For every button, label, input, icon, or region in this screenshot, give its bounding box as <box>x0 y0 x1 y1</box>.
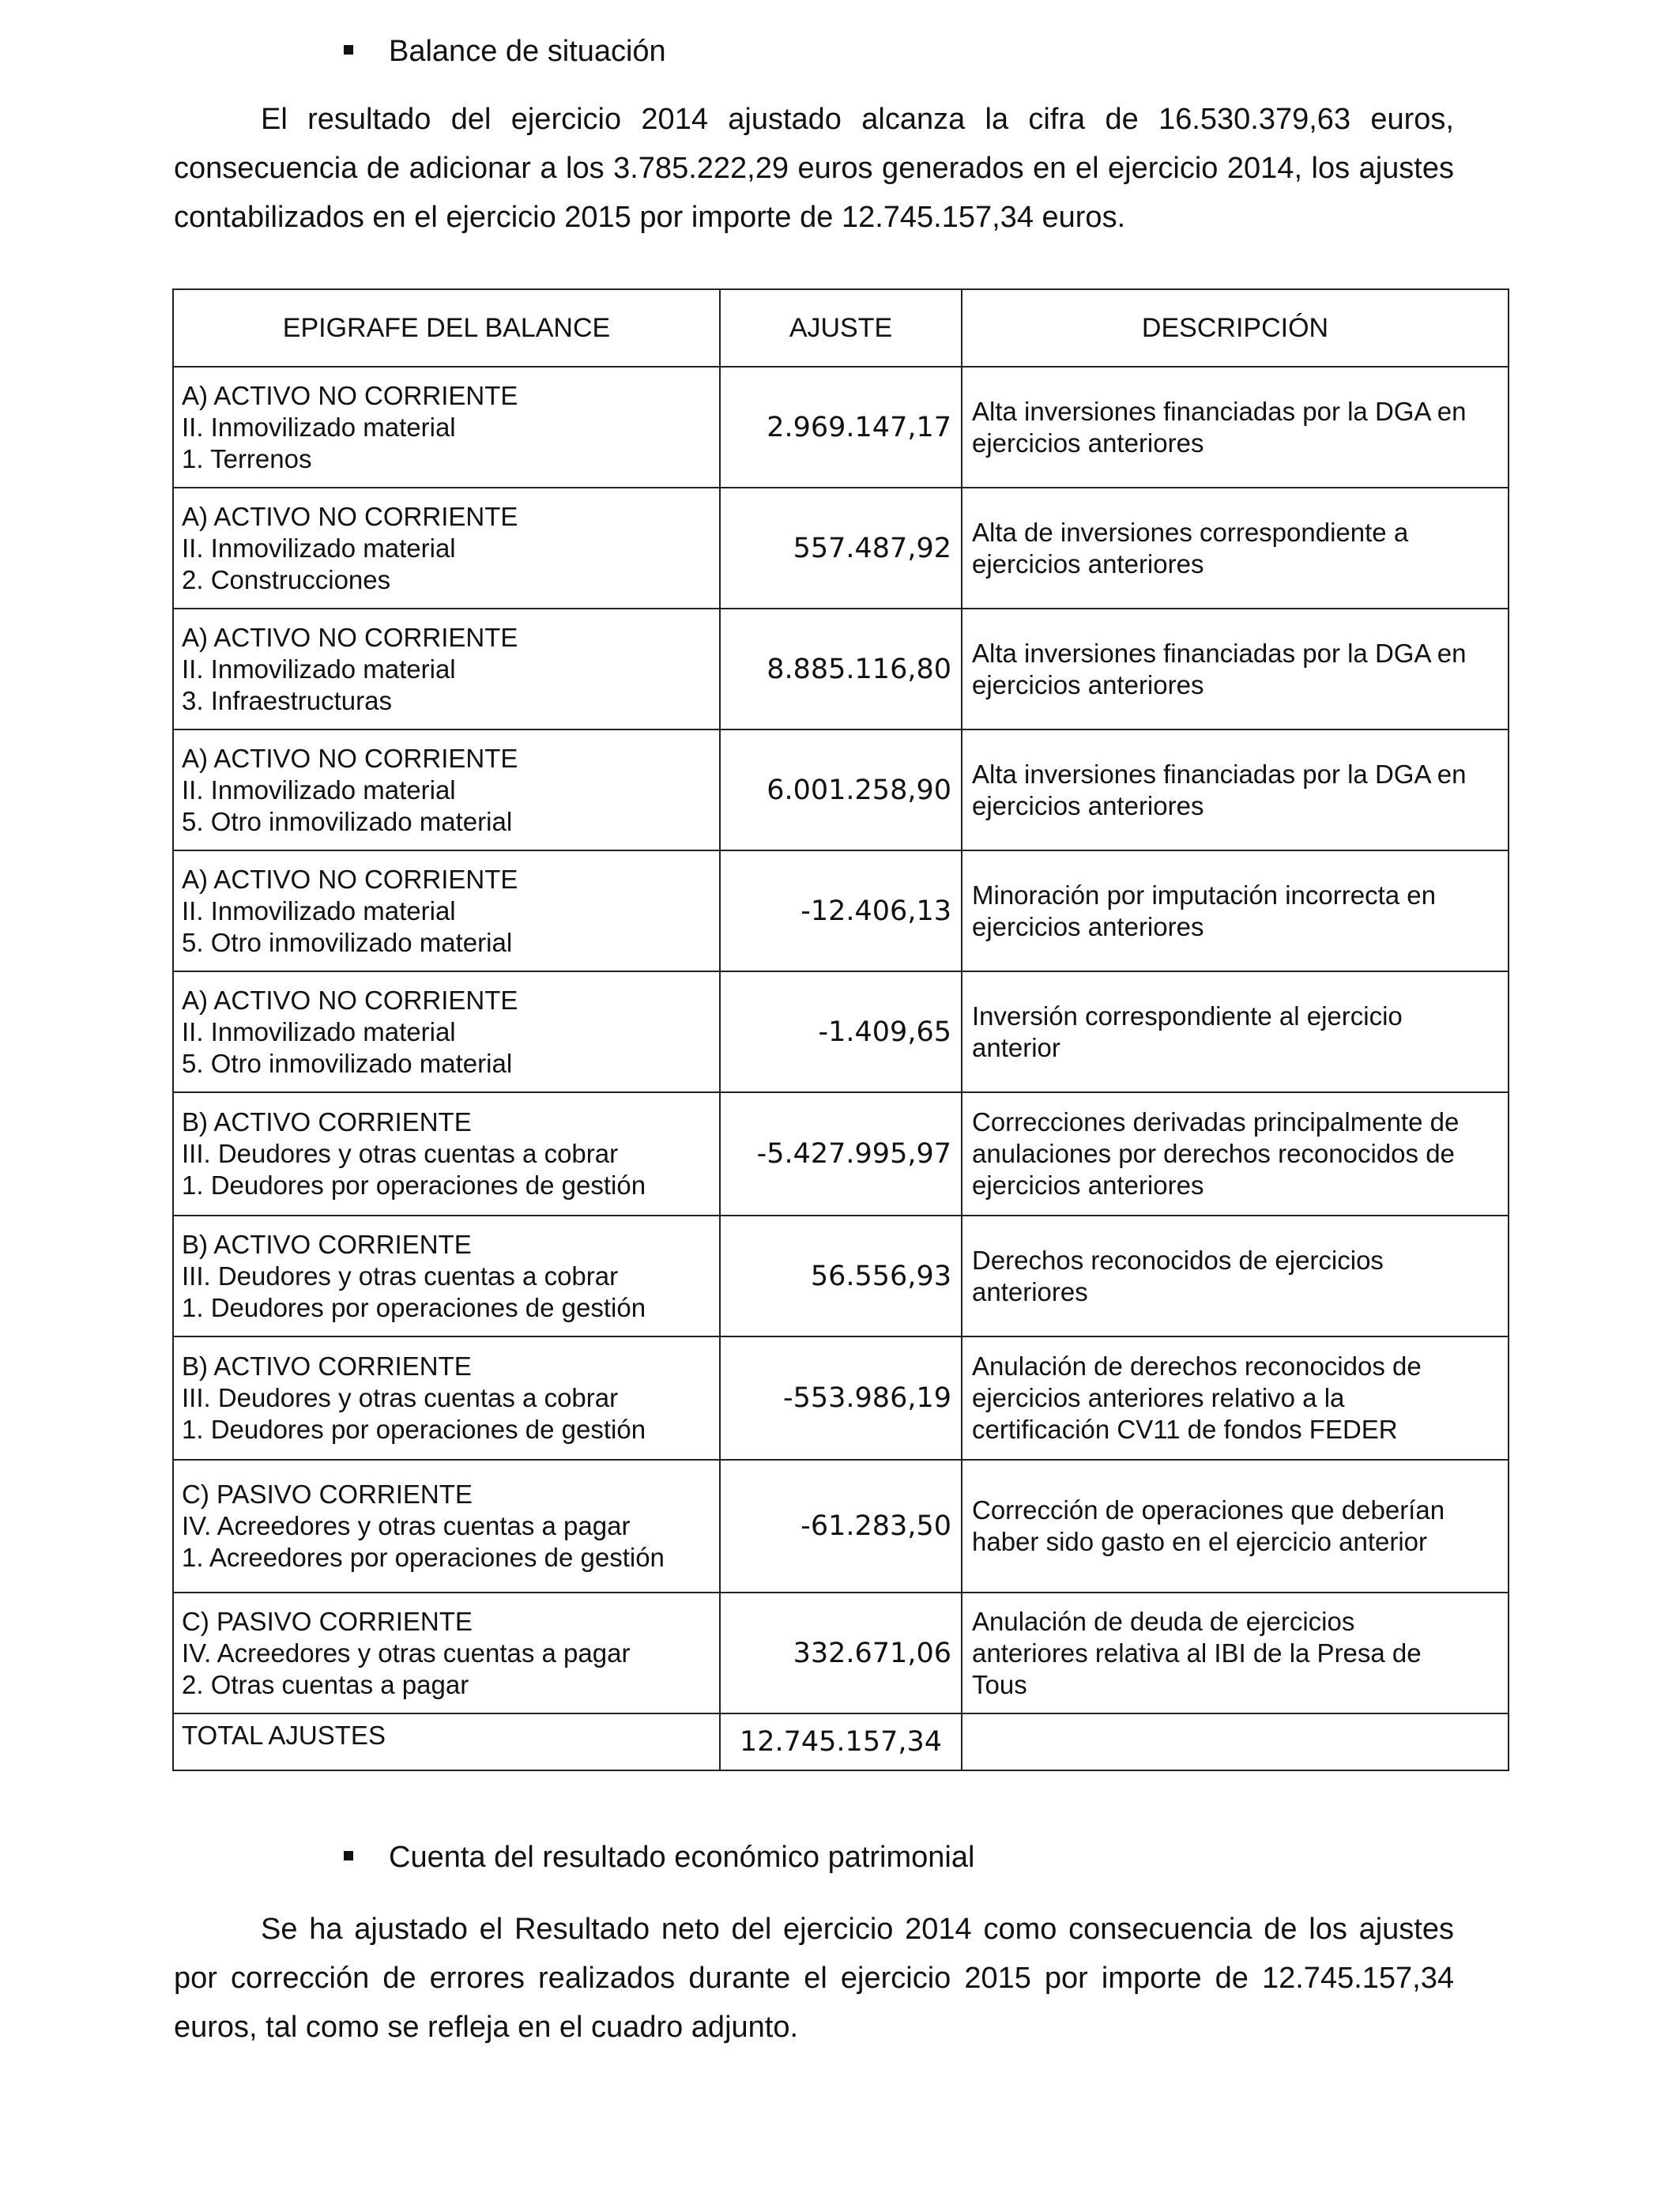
descripcion-line: certificación CV11 de fondos FEDER <box>972 1415 1398 1444</box>
descripcion-line: ejercicios anteriores <box>972 428 1204 458</box>
table-row <box>173 367 1509 488</box>
cell-descripcion <box>962 609 1509 729</box>
header-descripcion: DESCRIPCIÓN <box>962 289 1509 367</box>
cell-ajuste: 557.487,92 <box>720 488 962 609</box>
epigrafe-line: 2. Construcciones <box>182 564 391 594</box>
cell-epigrafe <box>173 1336 720 1460</box>
cell-ajuste: 56.556,93 <box>720 1216 962 1336</box>
descripcion-line: Inversión correspondiente al ejercicio <box>972 1001 1403 1031</box>
table-row <box>173 1460 1509 1593</box>
epigrafe-line: A) ACTIVO NO CORRIENTE <box>182 985 518 1015</box>
paragraph-text: Se ha ajustado el Resultado neto del ejercicio 2014 como consecuencia de los ajustes por corrección de errores realizados durante el ejercicio 2015 por importe de 12.745.157,34 euros, tal como se refleja en el cuadro adjunto. <box>174 1913 1454 2044</box>
cell-descripcion <box>962 1460 1509 1593</box>
epigrafe-line: III. Deudores y otras cuentas a cobrar <box>182 1139 619 1168</box>
table-header-row <box>173 289 1509 367</box>
paragraph-cuenta <box>174 1905 1454 2052</box>
header-epigrafe: EPIGRAFE DEL BALANCE <box>173 289 720 367</box>
epigrafe-line: B) ACTIVO CORRIENTE <box>182 1107 472 1137</box>
epigrafe-line: 1. Deudores por operaciones de gestión <box>182 1171 646 1200</box>
epigrafe-line: C) PASIVO CORRIENTE <box>182 1480 473 1509</box>
cell-descripcion <box>962 367 1509 488</box>
cell-epigrafe <box>173 1216 720 1336</box>
epigrafe-line: A) ACTIVO NO CORRIENTE <box>182 864 518 894</box>
descripcion-line: ejercicios anteriores <box>972 669 1204 699</box>
epigrafe-line: 1. Deudores por operaciones de gestión <box>182 1292 646 1322</box>
total-value: 12.745.157,34 <box>720 1713 962 1770</box>
epigrafe-line: II. Inmovilizado material <box>182 1016 456 1046</box>
descripcion-line: Correcciones derivadas principalmente de <box>972 1107 1460 1137</box>
epigrafe-line: C) PASIVO CORRIENTE <box>182 1606 473 1636</box>
cell-epigrafe <box>173 609 720 729</box>
total-empty-cell <box>962 1713 1509 1770</box>
epigrafe-line: B) ACTIVO CORRIENTE <box>182 1229 472 1259</box>
epigrafe-line: II. Inmovilizado material <box>182 775 456 805</box>
descripcion-line: anulaciones por derechos reconocidos de <box>972 1139 1455 1168</box>
epigrafe-line: III. Deudores y otras cuentas a cobrar <box>182 1261 619 1291</box>
descripcion-line: ejercicios anteriores <box>972 911 1204 941</box>
cell-ajuste: -61.283,50 <box>720 1460 962 1593</box>
cell-epigrafe <box>173 850 720 971</box>
epigrafe-line: 2. Otras cuentas a pagar <box>182 1669 469 1699</box>
paragraph-balance <box>174 95 1454 242</box>
cell-descripcion <box>962 971 1509 1092</box>
descripcion-line: anteriores relativa al IBI de la Presa de <box>972 1638 1422 1668</box>
cell-ajuste: -1.409,65 <box>720 971 962 1092</box>
table-row <box>173 850 1509 971</box>
table-row <box>173 729 1509 850</box>
cell-descripcion <box>962 850 1509 971</box>
cell-ajuste: 332.671,06 <box>720 1593 962 1713</box>
table-row <box>173 488 1509 609</box>
table-row <box>173 1336 1509 1460</box>
cell-ajuste: -12.406,13 <box>720 850 962 971</box>
cell-ajuste: 2.969.147,17 <box>720 367 962 488</box>
heading-text: Cuenta del resultado económico patrimonial <box>389 1841 975 1874</box>
balance-adjustments-table <box>172 288 1509 1771</box>
total-row <box>173 1713 1509 1770</box>
epigrafe-line: 3. Infraestructuras <box>182 685 392 715</box>
descripcion-line: ejercicios anteriores relativo a la <box>972 1383 1345 1412</box>
epigrafe-line: IV. Acreedores y otras cuentas a pagar <box>182 1638 631 1668</box>
heading-text: Balance de situación <box>389 35 666 68</box>
section-heading-balance <box>344 32 666 71</box>
epigrafe-line: 5. Otro inmovilizado material <box>182 1048 513 1078</box>
epigrafe-line: II. Inmovilizado material <box>182 654 456 684</box>
descripcion-line: Tous <box>972 1669 1027 1699</box>
table-row <box>173 1593 1509 1713</box>
cell-epigrafe <box>173 1092 720 1216</box>
cell-epigrafe <box>173 729 720 850</box>
epigrafe-line: II. Inmovilizado material <box>182 533 456 563</box>
descripcion-line: ejercicios anteriores <box>972 790 1204 820</box>
descripcion-line: ejercicios anteriores <box>972 548 1204 579</box>
table-row <box>173 1092 1509 1216</box>
epigrafe-line: A) ACTIVO NO CORRIENTE <box>182 380 518 410</box>
epigrafe-line: A) ACTIVO NO CORRIENTE <box>182 501 518 531</box>
descripcion-line: Alta inversiones financiadas por la DGA en <box>972 396 1467 426</box>
cell-epigrafe <box>173 971 720 1092</box>
descripcion-line: Corrección de operaciones que deberían <box>972 1495 1445 1525</box>
cell-ajuste: 6.001.258,90 <box>720 729 962 850</box>
descripcion-line: Derechos reconocidos de ejercicios <box>972 1245 1384 1275</box>
epigrafe-line: 1. Terrenos <box>182 443 312 473</box>
bullet-icon <box>344 45 353 55</box>
section-heading-cuenta <box>344 1838 974 1877</box>
cell-epigrafe <box>173 1593 720 1713</box>
epigrafe-line: B) ACTIVO CORRIENTE <box>182 1351 472 1381</box>
descripcion-line: Alta de inversiones correspondiente a <box>972 517 1409 547</box>
descripcion-line: Alta inversiones financiadas por la DGA en <box>972 759 1467 789</box>
epigrafe-line: IV. Acreedores y otras cuentas a pagar <box>182 1511 631 1540</box>
cell-ajuste: 8.885.116,80 <box>720 609 962 729</box>
descripcion-line: ejercicios anteriores <box>972 1171 1204 1200</box>
paragraph-text: El resultado del ejercicio 2014 ajustado alcanza la cifra de 16.530.379,63 euros, consecuencia de adicionar a los 3.785.222,29 euros generados en el ejercicio 2014, los ajustes contabilizados en el ejercicio 2015 por importe de 12.745.157,34 euros. <box>174 103 1454 234</box>
cell-ajuste: -5.427.995,97 <box>720 1092 962 1216</box>
cell-descripcion <box>962 1092 1509 1216</box>
cell-ajuste: -553.986,19 <box>720 1336 962 1460</box>
epigrafe-line: III. Deudores y otras cuentas a cobrar <box>182 1383 619 1412</box>
epigrafe-line: 1. Deudores por operaciones de gestión <box>182 1415 646 1444</box>
cell-descripcion <box>962 1593 1509 1713</box>
epigrafe-line: 5. Otro inmovilizado material <box>182 806 513 836</box>
descripcion-line: Anulación de derechos reconocidos de <box>972 1351 1422 1381</box>
cell-descripcion <box>962 729 1509 850</box>
cell-descripcion <box>962 1336 1509 1460</box>
total-label: TOTAL AJUSTES <box>173 1713 720 1770</box>
cell-epigrafe <box>173 1460 720 1593</box>
table-row <box>173 609 1509 729</box>
epigrafe-line: A) ACTIVO NO CORRIENTE <box>182 743 518 773</box>
table-row <box>173 1216 1509 1336</box>
descripcion-line: Alta inversiones financiadas por la DGA en <box>972 638 1467 668</box>
descripcion-line: anteriores <box>972 1276 1088 1306</box>
cell-descripcion <box>962 1216 1509 1336</box>
epigrafe-line: II. Inmovilizado material <box>182 895 456 925</box>
descripcion-line: anterior <box>972 1032 1060 1062</box>
epigrafe-line: II. Inmovilizado material <box>182 412 456 442</box>
table-row <box>173 971 1509 1092</box>
descripcion-line: Anulación de deuda de ejercicios <box>972 1606 1355 1636</box>
header-ajuste: AJUSTE <box>720 289 962 367</box>
descripcion-line: Minoración por imputación incorrecta en <box>972 880 1436 910</box>
cell-epigrafe <box>173 367 720 488</box>
epigrafe-line: A) ACTIVO NO CORRIENTE <box>182 622 518 652</box>
bullet-icon <box>344 1851 353 1860</box>
epigrafe-line: 5. Otro inmovilizado material <box>182 927 513 957</box>
cell-epigrafe <box>173 488 720 609</box>
epigrafe-line: 1. Acreedores por operaciones de gestión <box>182 1543 665 1572</box>
descripcion-line: haber sido gasto en el ejercicio anterior <box>972 1527 1428 1556</box>
cell-descripcion <box>962 488 1509 609</box>
